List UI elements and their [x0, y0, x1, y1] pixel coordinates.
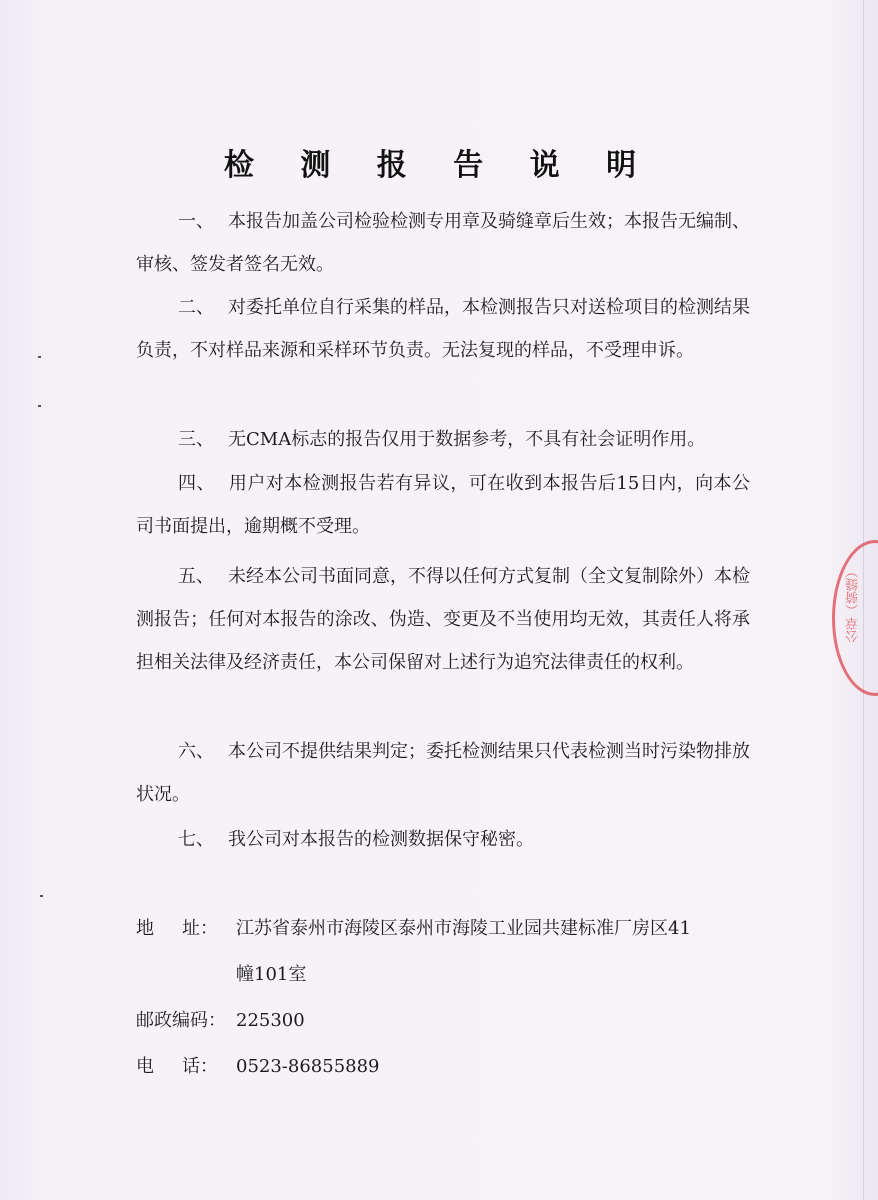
postcode-label: 邮政编码： [136, 1010, 226, 1031]
document-title: 检 测 报 告 说 明 [223, 148, 655, 183]
item-text: 用户对本检测报告若有异议，可在收到本报告后15日内，向本公司书面提出，逾期概不受理。 [136, 473, 750, 537]
item-5 [136, 555, 750, 684]
item-number: 一、 [178, 211, 214, 232]
address-value-line2: 幢101室 [236, 964, 307, 985]
item-4 [136, 462, 750, 548]
item-number: 六、 [178, 741, 214, 762]
item-7 [136, 818, 750, 861]
item-6 [136, 730, 750, 816]
phone-label: 电 话： [136, 1056, 218, 1077]
item-text: 无CMA标志的报告仅用于数据参考，不具有社会证明作用。 [228, 429, 706, 450]
item-number: 二、 [178, 297, 214, 318]
contact-block [136, 906, 750, 1090]
postcode-value: 225300 [236, 1010, 305, 1031]
address-row-2 [136, 952, 750, 998]
item-2 [136, 286, 750, 372]
phone-row [136, 1044, 750, 1090]
address-row [136, 906, 750, 952]
item-number: 五、 [178, 566, 214, 587]
item-text: 对委托单位自行采集的样品，本检测报告只对送检项目的检测结果负责，不对样品来源和采样环节负责。无法复现的样品，不受理申诉。 [136, 297, 750, 361]
item-3 [136, 418, 750, 461]
item-text: 未经本公司书面同意，不得以任何方式复制（全文复制除外）本检测报告；任何对本报告的涂改、伪造、变更及不当使用均无效，其责任人将承担相关法律及经济责任，本公司保留对上述行为追究法律责任的权利。 [136, 566, 750, 673]
address-label: 地 址： [136, 918, 218, 939]
item-text: 本公司不提供结果判定；委托检测结果只代表检测当时污染物排放状况。 [136, 741, 750, 805]
item-text: 本报告加盖公司检验检测专用章及骑缝章后生效；本报告无编制、审核、签发者签名无效。 [136, 211, 750, 275]
item-number: 七、 [178, 829, 214, 850]
item-text: 我公司对本报告的检测数据保守秘密。 [228, 829, 534, 850]
scan-speck [40, 895, 43, 897]
postcode-row [136, 998, 750, 1044]
item-number: 四、 [178, 473, 215, 494]
item-1 [136, 200, 750, 286]
phone-value: 0523-86855889 [236, 1056, 380, 1077]
address-value-line1: 江苏省泰州市海陵区泰州市海陵工业园共建标准厂房区41 [236, 918, 691, 939]
scan-speck [38, 356, 41, 358]
item-number: 三、 [178, 429, 214, 450]
scan-speck [38, 405, 41, 407]
seal-stamp-text: 公章（骑缝） [846, 565, 861, 643]
